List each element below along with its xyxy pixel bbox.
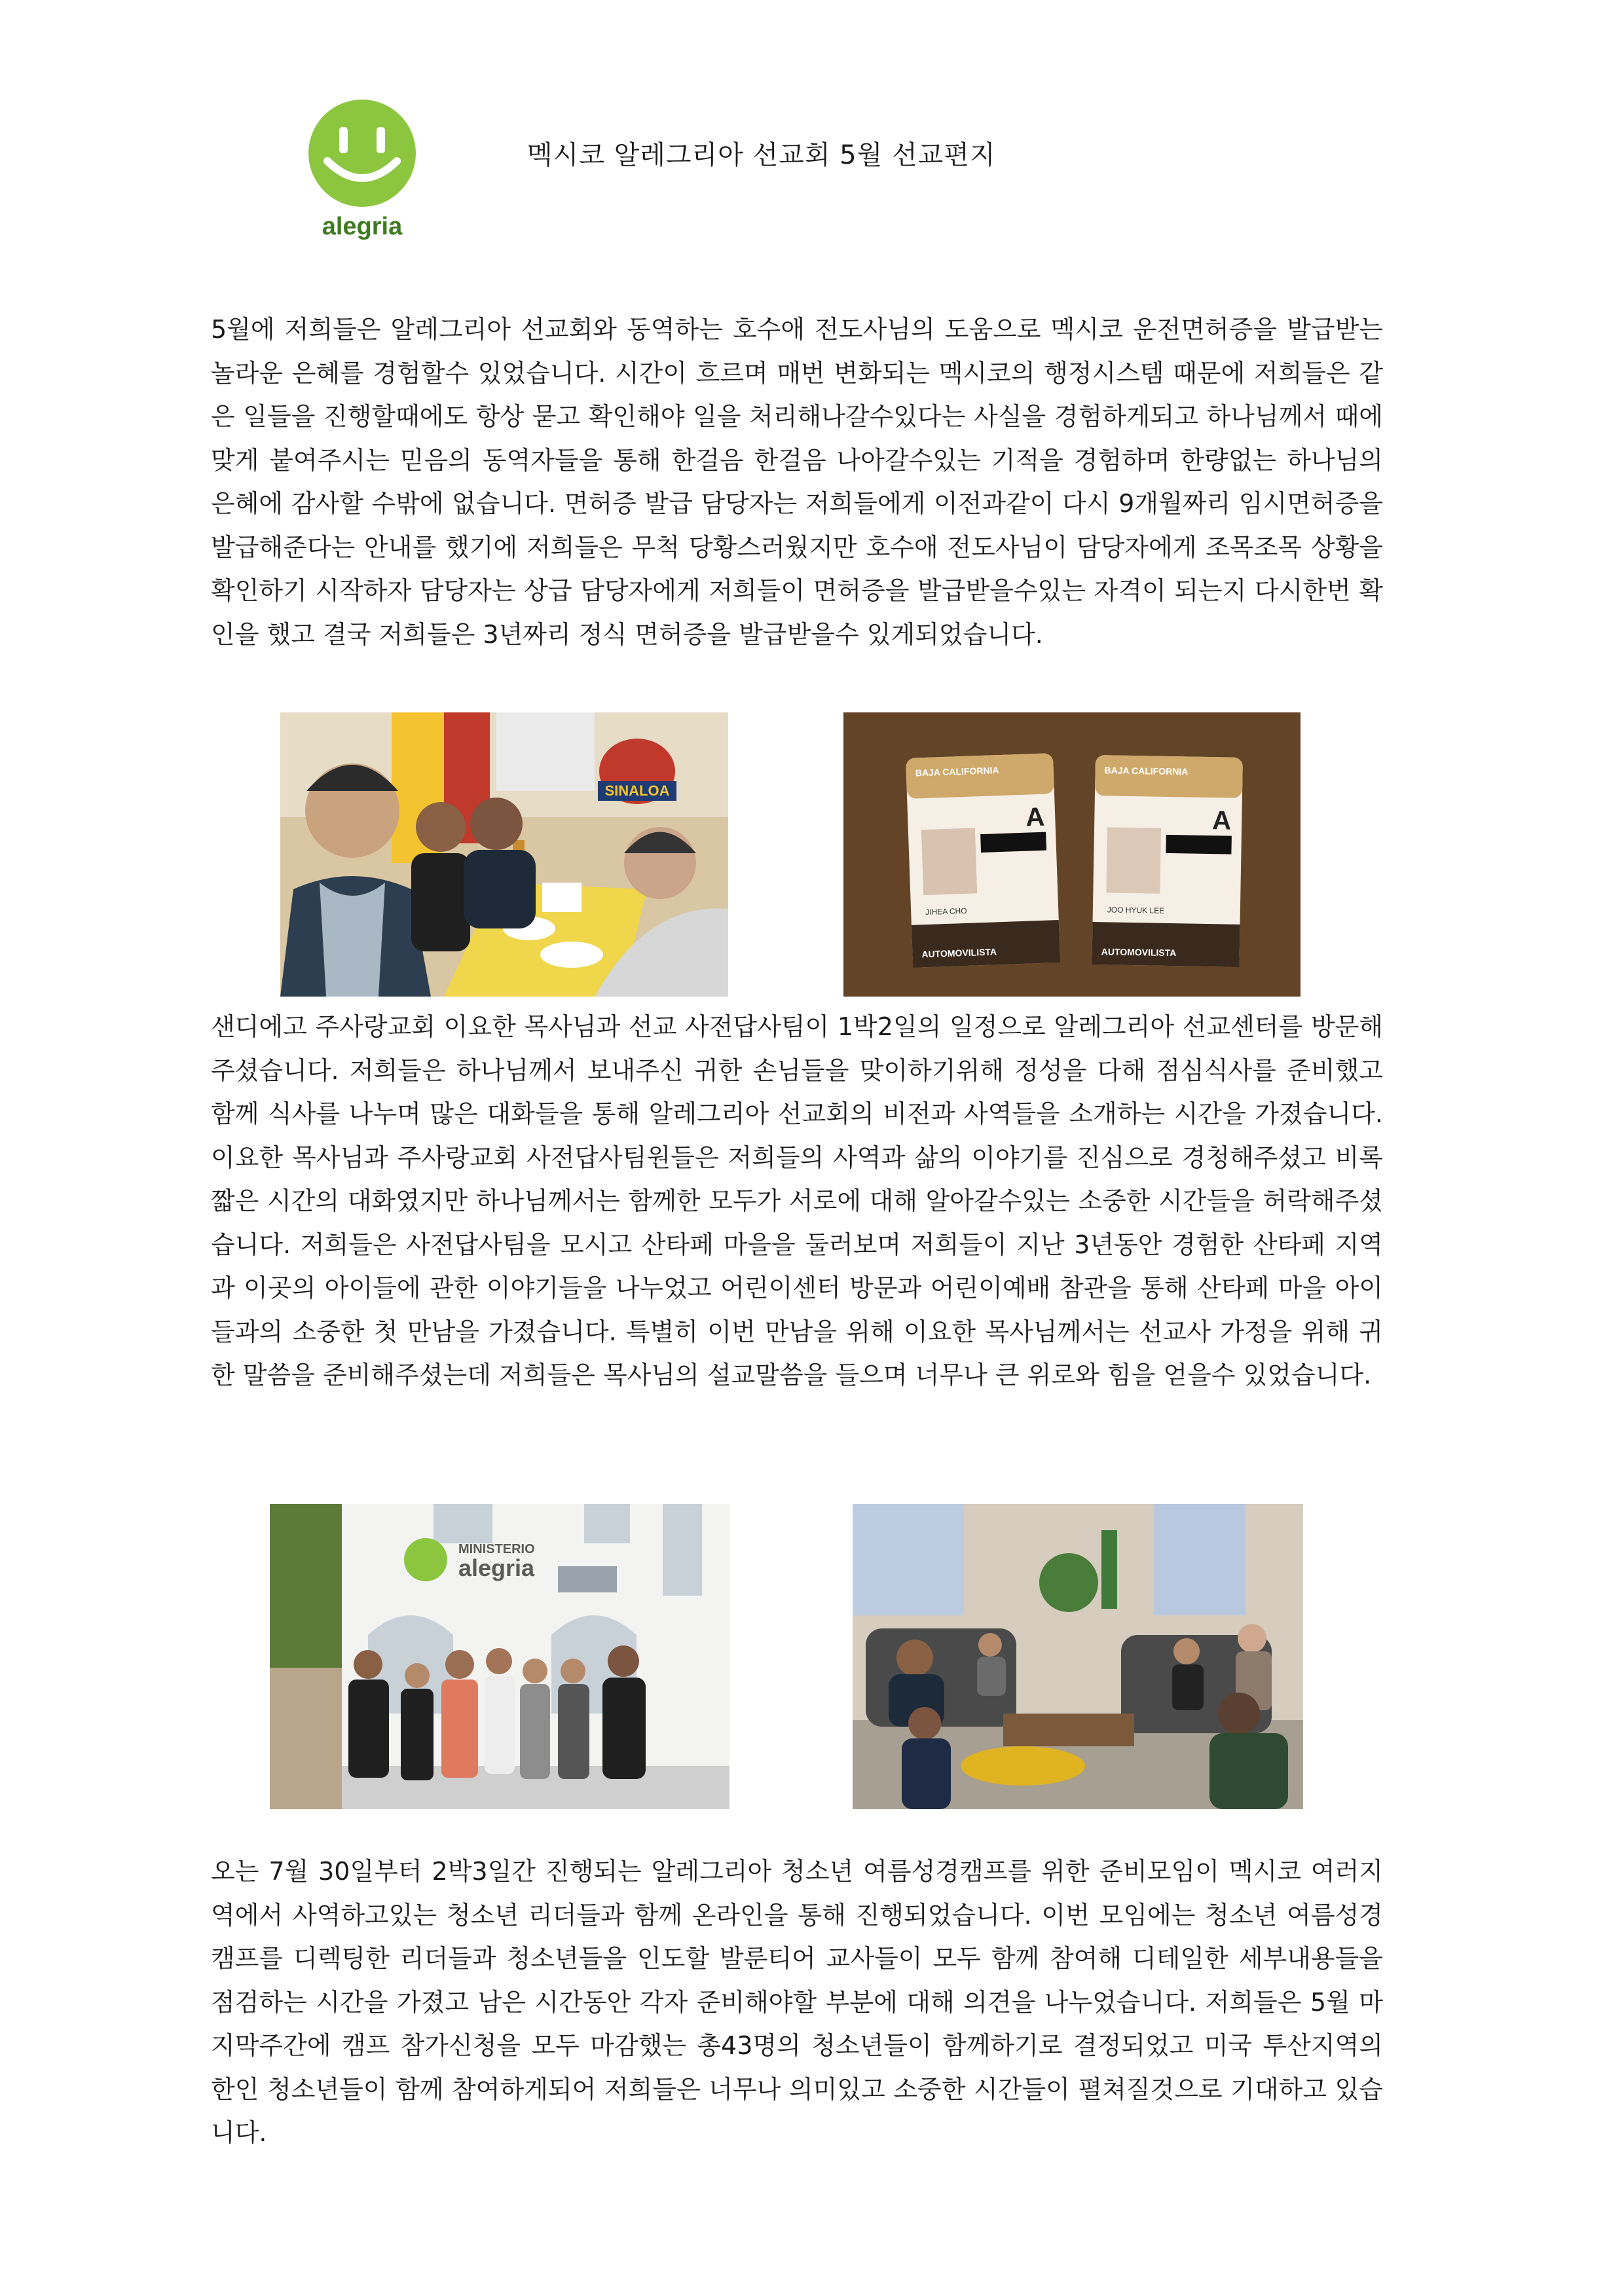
restaurant-sign-text: SINALOA	[604, 782, 670, 799]
license-right-name: JOO HYUK LEE	[1107, 905, 1165, 915]
license-right-type: A	[1211, 806, 1232, 835]
license-left-footer: AUTOMOVILISTA	[921, 946, 997, 960]
restaurant-selfie-photo	[280, 712, 728, 997]
paragraph-team-visit: 샌디에고 주사랑교회 이요한 목사님과 선교 사전답사팀이 1박2일의 일정으로 알레그리아 선교센터를 방문해주셨습니다. 저희들은 하나님께서 보내주신 귀한 손님들을 맞이하기위해 정성을 다해 점심식사를 준비했고 함께 식사를 나누며 많은 대화들을 통해 알레그리아 선교회의 비전과 사역들을 소개하는 시간을 가졌습니다. 이요한 목사님과 주사랑교회 사전답사팀원들은 저희들의 사역과 삶의 이야기를 진심으로 경청해주셨고 비록 짧은 시간의 대화였지만 하나님께서는 함께한 모두가 서로에 대해 알아갈수있는 소중한 시간들을 허락해주셨습니다. 저희들은 사전답사팀을 모시고 산타페 마을을 둘러보며 저희들이 지난 3년동안 경험한 산타페 지역과 이곳의 아이들에 관한 이야기들을 나누었고 어린이센터 방문과 어린이예배 참관을 통해 산타페 마을 아이들과의 소중한 첫 만남을 가졌습니다. 특별히 이번 만남을 위해 이요한 목사님께서는 선교사 가정을 위해 귀한 말씀을 준비해주셨는데 저희들은 목사님의 설교말씀을 들으며 너무나 큰 위로와 힘을 얻을수 있었습니다.	[211, 1012, 1383, 1389]
license-right-state: BAJA CALIFORNIA	[1104, 765, 1189, 777]
license-left-state: BAJA CALIFORNIA	[915, 765, 999, 779]
paragraph-drivers-license: 5월에 저희들은 알레그리아 선교회와 동역하는 호수애 전도사님의 도움으로 멕시코 운전면허증을 발급받는 놀라운 은혜를 경험할수 있었습니다. 시간이 흐르며 매번 변화되는 멕시코의 행정시스템 때문에 저희들은 같은 일들을 진행할때에도 항상 묻고 확인해야 일을 처리해나갈수있다는 사실을 경험하게되고 하나님께서 때에 맞게 붙여주시는 믿음의 동역자들을 통해 한걸음 한걸음 나아갈수있는 기적을 경험하며 한량없는 하나님의 은혜에 감사할 수밖에 없습니다. 면허증 발급 담당자는 저희들에게 이전과같이 다시 9개월짜리 임시면허증을 발급해준다는 안내를 했기에 저희들은 무척 당황스러웠지만 호수애 전도사님이 담당자에게 조목조목 상황을 확인하기 시작하자 담당자는 상급 담당자에게 저희들이 면허증을 발급받을수있는 자격이 되는지 다시한번 확인을 했고 결국 저희들은 3년짜리 정식 면허증을 발급받을수 있게되었습니다.	[211, 315, 1383, 649]
building-sign-top: MINISTERIO	[458, 1542, 535, 1556]
paragraph-youth-camp: 오는 7월 30일부터 2박3일간 진행되는 알레그리아 청소년 여름성경캠프를 위한 준비모임이 멕시코 여러지역에서 사역하고있는 청소년 리더들과 함께 온라인을 통해 진행되었습니다. 이번 모임에는 청소년 여름성경캠프를 디렉팅한 리더들과 청소년들을 인도할 발룬티어 교사들이 모두 함께 참여해 디테일한 세부내용들을 점검하는 시간을 가졌고 남은 시간동안 각자 준비해야할 부분에 대해 의견을 나누었습니다. 저희들은 5월 마지막주간에 캠프 참가신청을 모두 마감했는 총43명의 청소년들이 함께하기로 결정되었고 미국 투산지역의 한인 청소년들이 함께 참여하게되어 저희들은 너무나 의미있고 소중한 시간들이 펼쳐질것으로 기대하고 있습니다.	[211, 1857, 1383, 2147]
page-title: 멕시코 알레그리아 선교회 5월 선교편지	[527, 140, 996, 170]
license-right-footer: AUTOMOVILISTA	[1101, 946, 1177, 959]
plug-smile-logo-icon	[303, 97, 422, 241]
license-left-type: A	[1025, 802, 1045, 832]
group-at-ministry-building-photo	[270, 1504, 729, 1809]
logo-wordmark: alegria	[322, 213, 403, 240]
driver-licenses-photo	[843, 712, 1301, 997]
building-sign-main: alegria	[458, 1554, 535, 1581]
living-room-meeting-photo	[853, 1504, 1303, 1809]
alegria-logo	[303, 97, 422, 241]
license-left-name: JIHEA CHO	[925, 906, 967, 917]
